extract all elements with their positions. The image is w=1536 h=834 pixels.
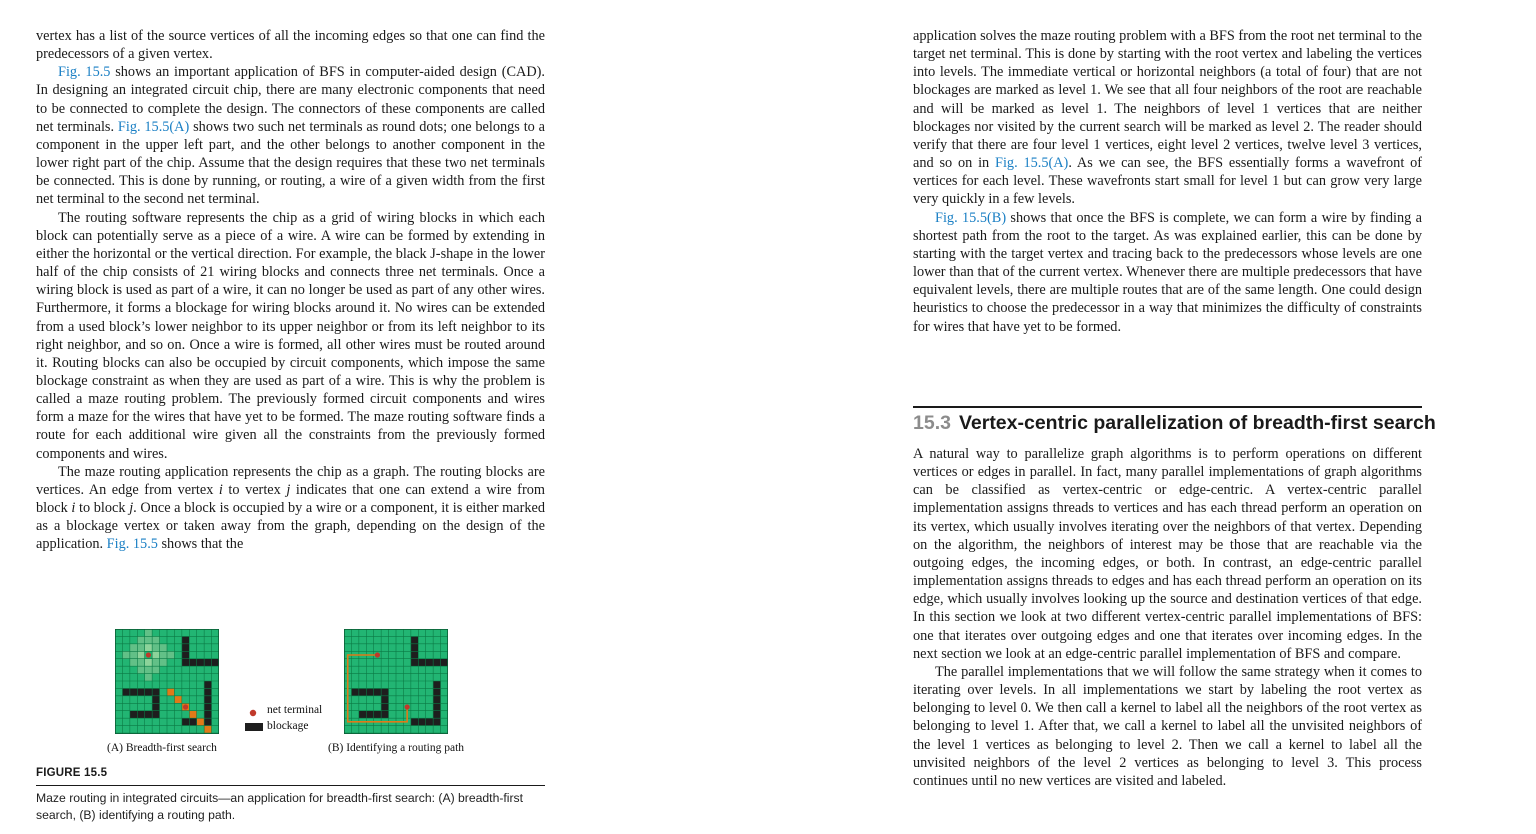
blockage-cell [204,681,211,688]
paragraph [913,209,1422,336]
right-column [913,27,1422,336]
legend-icons [244,704,264,734]
figure-link[interactable]: Fig. 15.5 [106,536,158,553]
wavefront-cell [152,666,159,673]
right-column-section [913,445,1422,790]
math-var: i [218,481,223,498]
text-run: . Once a block is occupied by a wire or a component, it is either marked as a blockage vertex or taken away from the graph, depending on the design of the application. [36,500,545,553]
blockage-cell [152,696,159,703]
wavefront-cell [160,651,167,658]
subfigure-b-label: (B) Identifying a routing path [328,742,465,754]
blockage-cell [204,688,211,695]
wavefront-cell [152,636,159,643]
text-run: . As we can see, the BFS essentially forms a wavefront of vertices for each level. These wavefronts start small for level 1 but can grow very large very quickly in a few levels. [913,155,1423,208]
paragraph: A natural way to parallelize graph algorithms is to perform operations on different vertices or edges in parallel. In fact, many parallel implementations of graph algorithms can be classified as vertex-centric or edge-centric. A vertex-centric parallel implementation assigns threads to vertices and has each thread perform an operation on its vertex, which usually involves iterating over the neighbors of that vertex. Depending on the algorithm, the neighbors of interest may be those that are reachable via the outgoing edges, the incoming edges, or both. In contrast, an edge-centric parallel implementation assigns threads to edges and has each thread perform an operation on its edge, which usually involves looking up the source and destination vertices of that edge. In this section we look at two different vertex-centric parallel implementations of BFS: one that iterates over outgoing edges and one that iterates over incoming edges. In the next section we look at an edge-centric parallel implementation of BFS and compare. [913,446,1422,662]
text-run: shows that once the BFS is complete, we can form a wire by finding a shortest path from the root to the target. As was explained earlier, this can be done by starting with the target vertex and tracing back to the predecessors whose levels are one lower than that of the current vertex. Whenever there are multiple predecessors that have equivalent levels, there are multiple routes that are of the same length. One could design heuristics to choose the predecessor in a way that minimizes the difficulty of constraints for wires that have yet to be formed. [913,209,1422,335]
caption-divider [36,785,545,786]
blockage-cell [411,718,418,725]
blockage-cell [433,659,440,666]
blockage-cell [441,659,448,666]
blockage-cell [182,659,189,666]
section-title-text: Vertex-centric parallelization of breadth-first search [958,412,1436,434]
wave-cell [204,726,211,733]
blockage-cell [189,659,196,666]
blockage-cell [204,703,211,710]
wavefront-cell [130,644,137,651]
net-terminal-icon [405,704,410,709]
blockage-cell [381,711,388,718]
wavefront-cell [137,636,144,643]
blockage-cell [359,711,366,718]
wavefront-cell [145,636,152,643]
blockage-cell [204,696,211,703]
text-run: application solves the maze routing problem with a BFS from the root net terminal to the target net terminal. This is done by starting with the root vertex and labeling the vertices into levels. The immediate vertical or horizontal neighbors (a total of four) that are not blockages are marked as level 1. We see that all four neighbors of the root are reachable and will be marked as level 1. The neighbors of level 1 vertices that are neither blockages nor visited by the current search will be marked as level 2. The reader should verify that there are four level 1 vertices, eight level 2 vertices, twelve level 3 vertices, and so on in [913,28,1422,172]
wavefront-cell [145,659,152,666]
blockage-cell [418,659,425,666]
blockage-cell [204,659,211,666]
paragraph: The parallel implementations that we will follow the same strategy when it comes to iterating over levels. In all implementations we start by labeling the root vertex as belonging to level 0. We then call a kernel to label all the neighbors of the root vertex as belonging to level 1. After that, we call a kernel to label all the unvisited neighbors of the level 1 vertices as belonging to level 2. Then we call a kernel to label all the unvisited neighbors of the level 2 vertices as belonging to level 3. This process continues until no new vertices are visited and labeled. [913,663,1422,789]
wavefront-cell [145,644,152,651]
text-run: to block [75,500,130,517]
wave-cell [167,688,174,695]
blockage-cell [182,644,189,651]
wave-cell [197,718,204,725]
math-var: j [286,481,291,498]
paragraph [913,27,1422,209]
section-number: 15.3 [913,412,951,434]
wavefront-cell [145,666,152,673]
wavefront-cell [137,666,144,673]
blockage-cell [433,711,440,718]
blockage-cell [137,711,144,718]
figure-link[interactable]: Fig. 15.5(B) [935,209,1007,226]
blockage-cell [381,696,388,703]
blockage-cell [152,703,159,710]
blockage-cell [145,711,152,718]
figure-caption-text: Maze routing in integrated circuits—an application for breadth-first search: (A) breadth-first search, (B) identifying a routing path. [36,791,524,822]
wave-cell [174,696,181,703]
wavefront-cell [137,659,144,666]
text-run: shows two such net terminals as round dots; one belongs to a component in the upper left part, and the other belongs to another component in the lower right part of the chip. Assume that the design requires that these two net terminals be connected. This is done by running, or routing, a wire of a given width from the first net terminal to the second net terminal. [36,118,546,208]
wavefront-cell [152,659,159,666]
paragraph: The routing software represents the chip as a grid of wiring blocks in which each block can potentially serve as a piece of a wire. A wire can be formed by extending in either the horizontal or the vertical direction. For example, the black J-shape in the lower half of the chip consists of 21 wiring blocks and connects three net terminals. Once a wiring block is used as part of a wire, it can no longer be used as part of any other wires. Furthermore, it forms a blockage for wiring blocks around it. No wires can be extended from a used block’s lower neighbor to its upper neighbor or from its left neighbor to its right neighbor, and so on. Once a wire is formed, all other wires must be routed around it. Routing blocks can also be occupied by circuit components, which impose the same blockage constraint as when they are used as part of a wire. This is why the problem is called a maze routing problem. The previously formed circuit components and wires form a maze for the wires that have yet to be formed. The maze routing software finds a route for each additional wire given all the constraints from the previously formed components and wires. [36,209,545,462]
blockage-cell [152,711,159,718]
blockage-cell [351,688,358,695]
blockage-cell [426,659,433,666]
net-terminal-icon [146,652,151,657]
blockage-cell [359,688,366,695]
wave-cell [189,711,196,718]
section-divider [913,406,1422,408]
wavefront-cell [160,644,167,651]
blockage-cell [411,644,418,651]
text-run: to vertex [222,481,287,498]
blockage-icon [245,723,263,731]
blockage-cell [374,711,381,718]
figure-caption-heading: FIGURE 15.5 [36,767,108,779]
figure-link[interactable]: Fig. 15.5 [58,64,111,81]
blockage-cell [381,688,388,695]
left-column [36,27,545,554]
blockage-cell [366,711,373,718]
paragraph [36,463,545,554]
paragraph: vertex has a list of the source vertices of all the incoming edges so that one can find the predecessors of a given vertex. [36,28,545,63]
blockage-cell [433,688,440,695]
blockage-cell [182,636,189,643]
blockage-cell [411,636,418,643]
math-var: i [71,500,76,517]
wavefront-cell [130,659,137,666]
blockage-cell [197,659,204,666]
wavefront-cell [130,651,137,658]
blockage-cell [411,651,418,658]
math-var: j [129,500,134,517]
routing-grid-figure-b [344,629,448,734]
wavefront-cell [145,674,152,681]
blockage-cell [204,711,211,718]
net-terminal-icon [250,710,256,716]
blockage-cell [366,688,373,695]
blockage-cell [182,718,189,725]
subfigure-a-label: (A) Breadth-first search [107,742,217,754]
blockage-cell [374,688,381,695]
text-run: shows that the [157,536,244,553]
wavefront-cell [167,651,174,658]
text-run: indicates that one can extend a wire from block [36,481,545,517]
blockage-cell [433,718,440,725]
blockage-cell [381,703,388,710]
figure-link[interactable]: Fig. 15.5(A) [995,155,1069,172]
blockage-cell [130,711,137,718]
legend-blockage-label: blockage [267,720,309,732]
blockage-cell [145,688,152,695]
net-terminal-icon [183,704,188,709]
wavefront-cell [137,651,144,658]
blockage-cell [433,681,440,688]
blockage-cell [182,651,189,658]
wavefront-cell [137,644,144,651]
wavefront-cell [152,644,159,651]
text-run: shows an important application of BFS in computer-aided design (CAD). In designing an integrated circuit chip, there are many electronic components that need to be connected to complete the design. The connectors of these components are called net terminals. [36,64,545,135]
bfs-grid-figure-a [115,629,219,734]
blockage-cell [418,718,425,725]
figure-link[interactable]: Fig. 15.5(A) [117,118,190,135]
blockage-cell [433,703,440,710]
blockage-cell [137,688,144,695]
blockage-cell [411,659,418,666]
legend-terminal-label: net terminal [267,704,323,716]
blockage-cell [152,688,159,695]
section-heading [913,412,1436,435]
blockage-cell [433,696,440,703]
blockage-cell [212,659,219,666]
wavefront-cell [152,651,159,658]
blockage-cell [189,718,196,725]
wavefront-cell [145,629,152,636]
wavefront-cell [160,659,167,666]
wavefront-cell [122,651,129,658]
net-terminal-icon [375,652,380,657]
blockage-cell [426,718,433,725]
blockage-cell [204,718,211,725]
paragraph [36,63,545,208]
blockage-cell [130,688,137,695]
blockage-cell [122,688,129,695]
text-run: The maze routing application represents the chip as a graph. The routing blocks are vertices. An edge from vertex [36,463,545,498]
